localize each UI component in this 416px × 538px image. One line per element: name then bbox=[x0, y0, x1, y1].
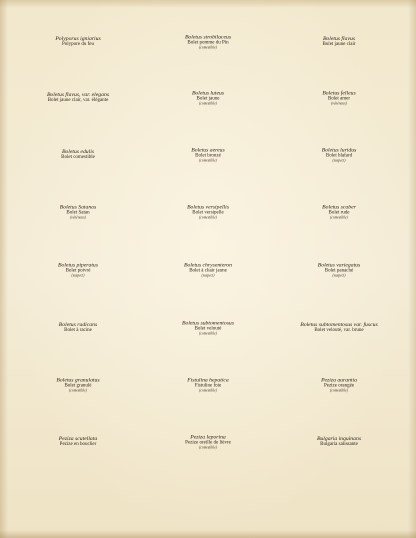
common-name: Bolet panaché bbox=[324, 268, 354, 274]
latin-name: Boletus radicans bbox=[58, 322, 98, 329]
common-name: Bolet bronzé bbox=[195, 153, 221, 159]
common-name: Bolet jaune clair bbox=[322, 42, 356, 48]
specimen-label bbox=[270, 322, 408, 334]
common-name: Bolet versipelle bbox=[192, 210, 224, 216]
specimen-label bbox=[139, 147, 277, 162]
common-name: Polypore du feu bbox=[62, 42, 94, 48]
latin-name: Boletus luteus bbox=[191, 90, 225, 97]
common-name: Bolet poivré bbox=[65, 268, 91, 274]
specimen-label bbox=[9, 322, 147, 334]
latin-name: Boletus luridus bbox=[321, 147, 357, 154]
common-name: Pezize en bouclier bbox=[59, 442, 97, 448]
latin-name: Boletus edulis bbox=[61, 149, 95, 156]
common-name: Bolet comestible bbox=[61, 155, 95, 161]
specimen-label bbox=[270, 377, 408, 392]
latin-name: Boletus piperatus bbox=[58, 262, 98, 269]
latin-name: Boletus chrysenteron bbox=[184, 262, 232, 269]
specimen-label bbox=[9, 149, 147, 161]
common-name: Fistuline foie bbox=[194, 383, 222, 389]
specimen-label bbox=[9, 377, 147, 392]
specimen-label bbox=[139, 320, 277, 335]
latin-name: Boletus aereus bbox=[191, 147, 225, 154]
latin-name: Boletus flavus, var. elegans bbox=[46, 92, 110, 99]
edibility-note: (comestible) bbox=[330, 214, 348, 219]
common-name: Bulgaria salissante bbox=[320, 442, 358, 448]
common-name: Bolet granulé bbox=[64, 383, 92, 389]
specimen-label bbox=[270, 36, 408, 48]
common-name: Bolet amer bbox=[327, 96, 351, 102]
edibility-note: (comestible) bbox=[199, 157, 217, 162]
specimen-label bbox=[9, 36, 147, 48]
specimen-label bbox=[9, 262, 147, 277]
edibility-note: (suspect) bbox=[332, 272, 346, 277]
common-name: Bolet blafard bbox=[325, 153, 353, 159]
specimen-label bbox=[139, 34, 277, 49]
specimen-label bbox=[270, 436, 408, 448]
specimen-label bbox=[270, 262, 408, 277]
edibility-note: (comestible) bbox=[199, 387, 217, 392]
specimen-label bbox=[270, 90, 408, 105]
common-name: Bolet à chair jaune bbox=[189, 268, 227, 274]
common-name: Bolet jaune clair, var. élégante bbox=[47, 98, 109, 104]
latin-name: Peziza leporina bbox=[190, 434, 226, 441]
edibility-note: (comestible) bbox=[199, 44, 217, 49]
common-name: Pezize orangée bbox=[323, 383, 355, 389]
specimen-label bbox=[270, 147, 408, 162]
edibility-note: (vénéneux) bbox=[70, 214, 86, 219]
latin-name: Boletus variegatus bbox=[317, 262, 361, 269]
specimen-label bbox=[139, 377, 277, 392]
latin-name: Peziza scutellata bbox=[58, 436, 98, 443]
common-name: Bolet Satan bbox=[66, 210, 90, 216]
common-name: Bolet pomme du Pin bbox=[187, 40, 229, 46]
specimen-label bbox=[9, 436, 147, 448]
latin-name: Peziza aurantia bbox=[321, 377, 357, 384]
edibility-note: (suspect) bbox=[201, 272, 215, 277]
latin-name: Boletus subtomentosus var. fuscus bbox=[300, 322, 378, 329]
latin-name: Boletus versipellis bbox=[187, 204, 229, 211]
common-name: Bolet jaune bbox=[196, 96, 220, 102]
common-name: Bolet à racine bbox=[64, 328, 92, 334]
specimen-label bbox=[9, 92, 147, 104]
edibility-note: (vénéneux) bbox=[331, 100, 347, 105]
latin-name: Bulgaria inquinans bbox=[316, 436, 362, 443]
latin-name: Boletus strobilaceus bbox=[184, 34, 232, 41]
latin-name: Boletus subtomentosus bbox=[182, 320, 234, 327]
latin-name: Fistulina hepatica bbox=[187, 377, 229, 384]
specimen-label bbox=[139, 204, 277, 219]
common-name: Pezize oreille de lièvre bbox=[185, 440, 231, 446]
specimen-label bbox=[139, 434, 277, 449]
specimen-label bbox=[9, 204, 147, 219]
latin-name: Boletus Satanas bbox=[59, 204, 97, 211]
edibility-note: (comestible) bbox=[199, 214, 217, 219]
latin-name: Boletus granulatus bbox=[56, 377, 100, 384]
specimen-label bbox=[139, 90, 277, 105]
edibility-note: (suspect) bbox=[71, 272, 85, 277]
edibility-note: (comestible) bbox=[199, 100, 217, 105]
edibility-note: (comestible) bbox=[199, 444, 217, 449]
common-name: Bolet velouté, var. brune bbox=[314, 328, 364, 334]
latin-name: Boletus felleus bbox=[322, 90, 356, 97]
edibility-note: (suspect) bbox=[332, 157, 346, 162]
edibility-note: (comestible) bbox=[330, 387, 348, 392]
edibility-note: (comestible) bbox=[199, 330, 217, 335]
latin-name: Polyporus igniarius bbox=[55, 36, 101, 43]
specimen-label bbox=[139, 262, 277, 277]
latin-name: Boletus scaber bbox=[322, 204, 356, 211]
common-name: Bolet velouté bbox=[194, 326, 222, 332]
common-name: Bolet rude bbox=[328, 210, 350, 216]
specimen-label bbox=[270, 204, 408, 219]
latin-name: Boletus flavus bbox=[322, 36, 356, 43]
edibility-note: (comestible) bbox=[69, 387, 87, 392]
